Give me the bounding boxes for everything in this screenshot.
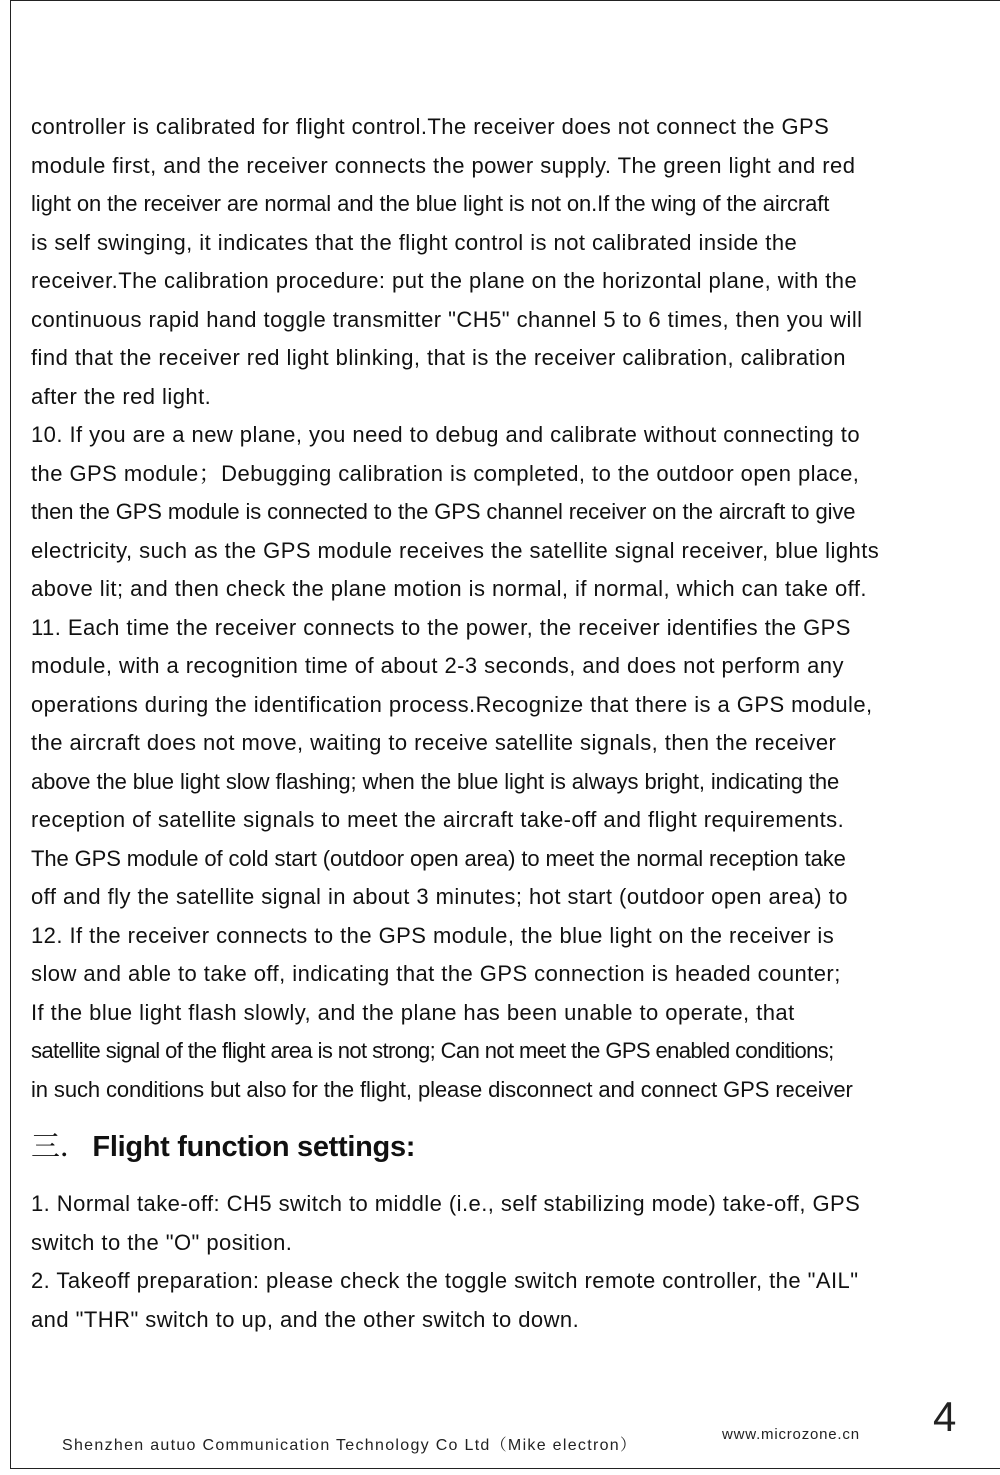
body-line: slow and able to take off, indicating that the GPS connection is headed counter; xyxy=(31,961,841,986)
body-line: module, with a recognition time of about 2-3 seconds, and does not perform any xyxy=(31,653,844,678)
body-line: light on the receiver are normal and the blue light is not on.If the wing of the aircraft xyxy=(31,191,830,216)
body-line: controller is calibrated for flight control.The receiver does not connect the GPS xyxy=(31,114,830,139)
body-line: If the blue light flash slowly, and the plane has been unable to operate, that xyxy=(31,999,795,1025)
section-line: 2. Takeoff preparation: please check the toggle switch remote controller, the "AIL" xyxy=(31,1268,859,1293)
body-line: above lit; and then check the plane motion is normal, if normal, which can take off. xyxy=(31,576,867,601)
body-line: after the red light. xyxy=(31,383,212,409)
body-line: above the blue light slow flashing; when the blue light is always bright, indicating the xyxy=(31,768,840,794)
body-line: 11. Each time the receiver connects to the power, the receiver identifies the GPS xyxy=(31,614,851,640)
body-line: is self swinging, it indicates that the flight control is not calibrated inside the xyxy=(31,229,798,255)
body-text xyxy=(31,108,991,1109)
body-line: satellite signal of the flight area is not strong; Can not meet the GPS enabled conditions; xyxy=(31,1038,834,1063)
body-line: the GPS module；Debugging calibration is completed, to the outdoor open place, xyxy=(31,460,860,486)
body-line: operations during the identification process.Recognize that there is a GPS module, xyxy=(31,691,873,717)
page-number: 4 xyxy=(933,1393,957,1440)
section-line: 1. Normal take-off: CH5 switch to middle (i.e., self stabilizing mode) take-off, GPS xyxy=(31,1191,861,1216)
footer-url: www.microzone.cn xyxy=(722,1426,860,1443)
body-line: the aircraft does not move, waiting to receive satellite signals, then the receiver xyxy=(31,730,837,755)
body-line: continuous rapid hand toggle transmitter "CH5" channel 5 to 6 times, then you will xyxy=(31,306,863,332)
body-line: then the GPS module is connected to the GPS channel receiver on the aircraft to give xyxy=(31,499,856,524)
section-title: Flight function settings: xyxy=(92,1131,416,1163)
body-line: find that the receiver red light blinking, that is the receiver calibration, calibration xyxy=(31,345,846,370)
section-body xyxy=(31,1185,996,1339)
section-number: 三． xyxy=(31,1129,89,1163)
footer-company: Shenzhen autuo Communication Technology Co Ltd（Mike electron） xyxy=(62,1437,638,1454)
body-line: 12. If the receiver connects to the GPS module, the blue light on the receiver is xyxy=(31,922,835,948)
body-line: The GPS module of cold start (outdoor open area) to meet the normal reception take xyxy=(31,845,846,871)
body-line: 10. If you are a new plane, you need to debug and calibrate without connecting to xyxy=(31,422,861,447)
body-line: in such conditions but also for the flight, please disconnect and connect GPS receiver xyxy=(31,1076,853,1102)
section-line: and "THR" switch to up, and the other switch to down. xyxy=(31,1306,580,1332)
body-line: module first, and the receiver connects the power supply. The green light and red xyxy=(31,152,856,178)
body-line: electricity, such as the GPS module receives the satellite signal receiver, blue lights xyxy=(31,537,880,563)
body-line: reception of satellite signals to meet the aircraft take-off and flight requirements. xyxy=(31,807,845,832)
body-line: receiver.The calibration procedure: put the plane on the horizontal plane, with the xyxy=(31,268,858,293)
section-line: switch to the "O" position. xyxy=(31,1229,293,1255)
section-heading xyxy=(31,1124,415,1165)
body-line: off and fly the satellite signal in about 3 minutes; hot start (outdoor open area) to xyxy=(31,884,848,909)
